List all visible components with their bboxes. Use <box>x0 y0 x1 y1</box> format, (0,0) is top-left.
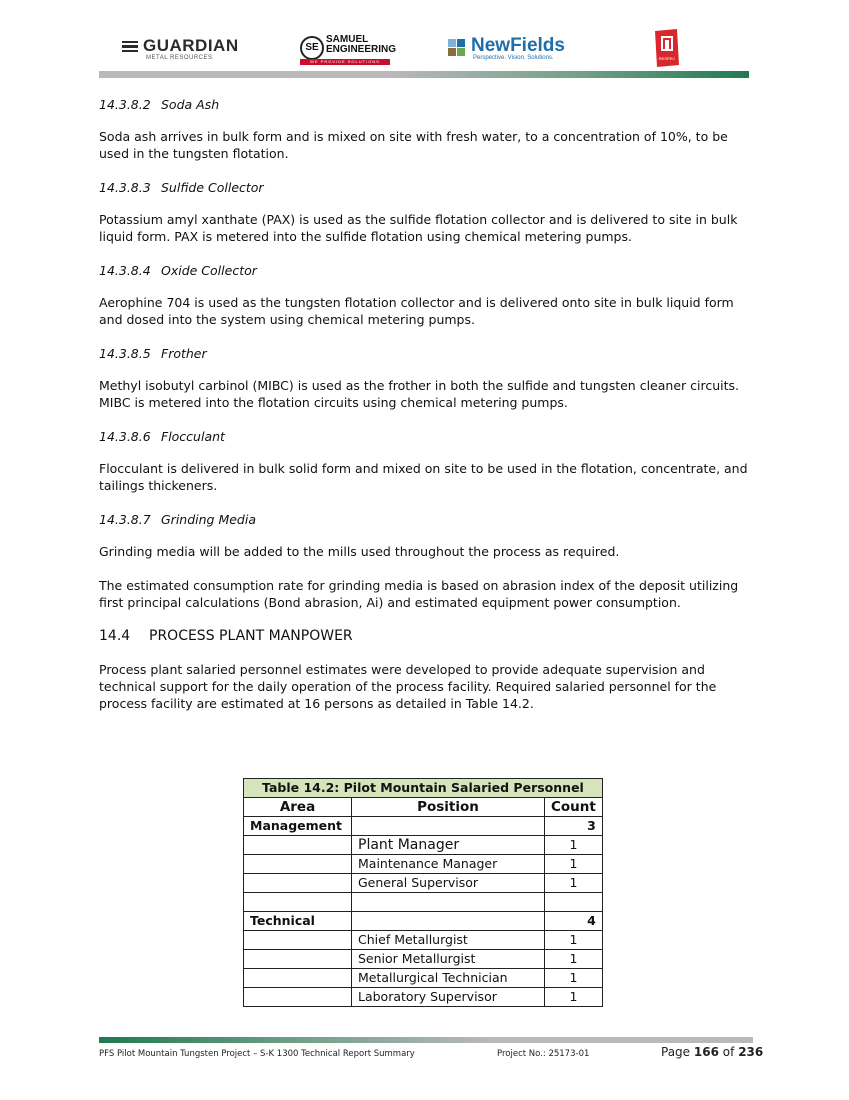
paragraph: Flocculant is delivered in bulk solid form and mixed on site to be used in the flotation, concentrate, and tailings thickeners. <box>99 461 748 493</box>
se-mark: SE <box>300 36 324 60</box>
header-position: Position <box>352 798 545 817</box>
table-row <box>244 950 603 969</box>
heading-sulfide-collector: 14.3.8.3 Sulfide Collector <box>99 180 264 195</box>
cell-count: 3 <box>545 817 603 836</box>
cell-count: 1 <box>545 988 603 1007</box>
table-caption: Table 14.2: Pilot Mountain Salaried Personnel <box>244 779 603 798</box>
footer-project-number: Project No.: 25173-01 <box>497 1049 590 1059</box>
cell-count: 4 <box>545 912 603 931</box>
cell-position: Chief Metallurgist <box>352 931 545 950</box>
cell-position: Plant Manager <box>352 836 545 855</box>
guardian-logo <box>122 36 239 61</box>
cell-count: 1 <box>545 836 603 855</box>
cell-area <box>244 988 352 1007</box>
samuel-engineering-logo <box>300 34 397 66</box>
paragraph: Soda ash arrives in bulk form and is mixed on site with fresh water, to a concentration of 10%, to be used in the tungsten flotation. <box>99 129 728 161</box>
footer-page-number: Page 166 of 236 <box>661 1045 764 1059</box>
paragraph: Potassium amyl xanthate (PAX) is used as the sulfide flotation collector and is delivered to site in bulk liquid form. PAX is metered into the sulfide flotation using chemical metering pumps. <box>99 212 738 244</box>
newfields-name: NewFields <box>471 35 565 56</box>
table-row <box>244 836 603 855</box>
svg-text:RESPEC: RESPEC <box>658 56 676 61</box>
guardian-name: GUARDIAN <box>143 36 239 55</box>
salaried-personnel-table <box>243 778 603 1007</box>
cell-area <box>244 950 352 969</box>
table-row <box>244 874 603 893</box>
cell-area <box>244 874 352 893</box>
cell-position: Maintenance Manager <box>352 855 545 874</box>
cell-position <box>352 817 545 836</box>
table-row <box>244 969 603 988</box>
table-header-row <box>244 798 603 817</box>
cell-area <box>244 893 352 912</box>
square-icon <box>457 48 465 56</box>
paragraph: Methyl isobutyl carbinol (MIBC) is used as the frother in both the sulfide and tungsten cleaner circuits. MIBC is metered into the flotation circuits using chemical metering pumps. <box>99 378 739 410</box>
table-caption-row <box>244 779 603 798</box>
cell-area <box>244 836 352 855</box>
cell-count <box>545 893 603 912</box>
cell-area: Technical <box>244 912 352 931</box>
cell-area <box>244 855 352 874</box>
square-icon <box>448 39 456 47</box>
document-body <box>99 96 749 729</box>
cell-count: 1 <box>545 969 603 988</box>
paragraph: The estimated consumption rate for grinding media is based on abrasion index of the deposit utilizing first principal calculations (Bond abrasion, Ai) and estimated equipment power consumption. <box>99 578 739 610</box>
square-icon <box>448 48 456 56</box>
table-row <box>244 988 603 1007</box>
cell-position: Laboratory Supervisor <box>352 988 545 1007</box>
footer-rule <box>99 1037 753 1043</box>
heading-grinding-media: 14.3.8.7 Grinding Media <box>99 512 257 527</box>
cell-area <box>244 969 352 988</box>
table-row <box>244 912 603 931</box>
menu-bars-icon <box>122 39 138 55</box>
cell-position: General Supervisor <box>352 874 545 893</box>
heading-oxide-collector: 14.3.8.4 Oxide Collector <box>99 263 257 278</box>
cell-count: 1 <box>545 931 603 950</box>
cell-position: Senior Metallurgist <box>352 950 545 969</box>
samuel-tagline: WE PROVIDE SOLUTIONS <box>300 59 390 65</box>
footer-report-title: PFS Pilot Mountain Tungsten Project – S-K 1300 Technical Report Summary <box>99 1049 415 1059</box>
paragraph: Grinding media will be added to the mills used throughout the process as required. <box>99 544 620 559</box>
heading-flocculant: 14.3.8.6 Flocculant <box>99 429 225 444</box>
heading-process-plant-manpower: 14.4 PROCESS PLANT MANPOWER <box>99 628 353 644</box>
heading-soda-ash: 14.3.8.2 Soda Ash <box>99 97 220 112</box>
cell-position: Metallurgical Technician <box>352 969 545 988</box>
header-count: Count <box>545 798 603 817</box>
table-row <box>244 855 603 874</box>
heading-frother: 14.3.8.5 Frother <box>99 346 207 361</box>
header-rule <box>99 71 749 78</box>
square-icon <box>457 39 465 47</box>
table-row <box>244 893 603 912</box>
samuel-line2: ENGINEERING <box>326 44 397 55</box>
cell-count: 1 <box>545 950 603 969</box>
cell-position <box>352 893 545 912</box>
newfields-tagline: Perspective. Vision. Solutions. <box>473 55 554 61</box>
table-row <box>244 817 603 836</box>
cell-area: Management <box>244 817 352 836</box>
paragraph: Process plant salaried personnel estimates were developed to provide adequate supervision and technical support for the daily operation of the process facility. Required salaried personnel for the process facility are estimated at 16 persons as detailed in Table 14.2. <box>99 662 717 711</box>
table-row <box>244 931 603 950</box>
guardian-sub: METAL RESOURCES <box>146 55 213 61</box>
respec-logo <box>655 29 679 67</box>
cell-count: 1 <box>545 874 603 893</box>
samuel-line1: SAMUEL <box>326 34 369 45</box>
cell-area <box>244 931 352 950</box>
paragraph: Aerophine 704 is used as the tungsten flotation collector and is delivered onto site in bulk liquid form and dosed into the system using chemical metering pumps. <box>99 295 734 327</box>
cell-position <box>352 912 545 931</box>
cell-count: 1 <box>545 855 603 874</box>
header-area: Area <box>244 798 352 817</box>
